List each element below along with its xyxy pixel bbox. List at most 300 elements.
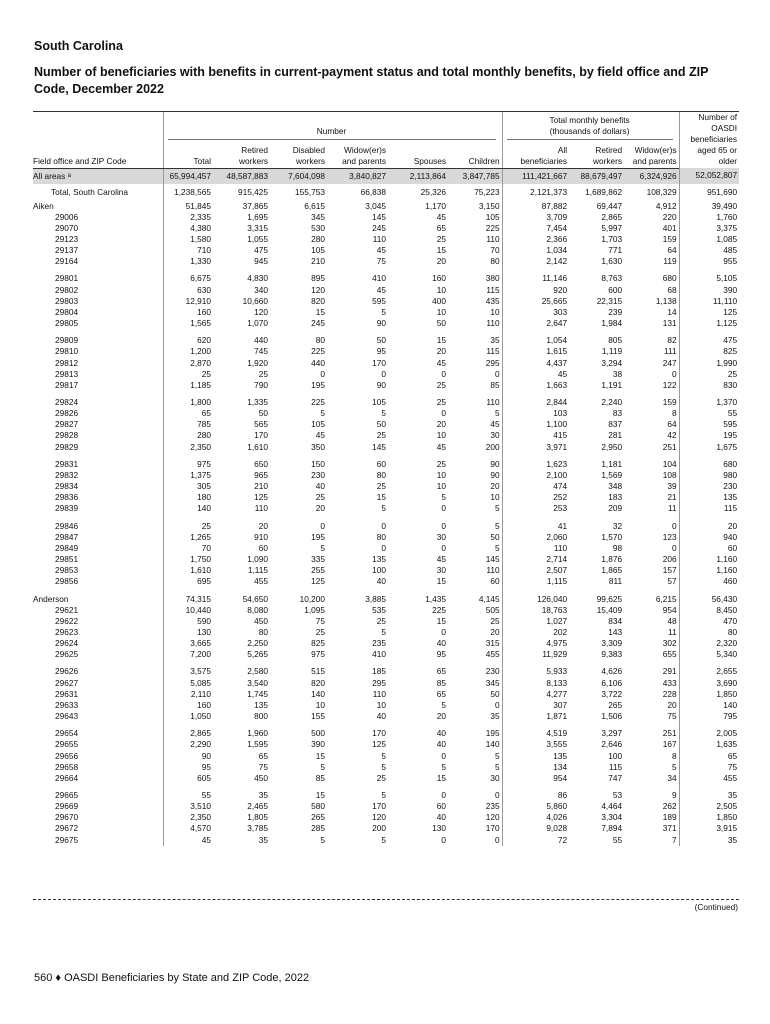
- cell: 975: [311, 649, 325, 660]
- zip-label: 29670: [55, 812, 79, 823]
- cell: 0: [441, 790, 446, 800]
- cell: 98: [612, 542, 623, 553]
- zip-row: [33, 638, 739, 649]
- cell: 104: [662, 458, 677, 469]
- cell: 7,894: [601, 823, 623, 834]
- cell: 131: [662, 318, 677, 329]
- cell: 460: [679, 576, 739, 587]
- cell: 805: [608, 335, 623, 346]
- cell: 209: [608, 503, 623, 514]
- cell: 1,095: [304, 604, 325, 615]
- cell: 435: [485, 295, 500, 306]
- cell: 2,844: [502, 397, 569, 408]
- cell: 695: [163, 576, 213, 587]
- cell: 2,110: [163, 689, 213, 700]
- cell: 2,646: [601, 739, 623, 750]
- cell: 5: [320, 408, 325, 419]
- cell: 3,315: [247, 222, 268, 233]
- cell: 170: [485, 823, 500, 834]
- cell: 3,847,785: [448, 168, 502, 184]
- cell: 135: [254, 699, 268, 710]
- cell: 159: [662, 233, 677, 244]
- cell: 50: [490, 531, 500, 542]
- cell: 348: [608, 481, 623, 492]
- cell: 605: [163, 773, 213, 784]
- cell: 20: [436, 711, 446, 722]
- cell: 6,215: [655, 593, 677, 604]
- cell: 440: [254, 335, 268, 346]
- cell: 3,555: [502, 739, 569, 750]
- cell: 155: [311, 711, 325, 722]
- cell: 25: [436, 379, 446, 390]
- cell: 25: [679, 369, 739, 380]
- cell: 291: [662, 666, 677, 677]
- cell: 75,223: [474, 186, 500, 197]
- cell: 85: [315, 772, 325, 783]
- cell: 10: [436, 306, 446, 317]
- zip-label: 29826: [55, 408, 79, 419]
- cell: 65: [258, 750, 268, 761]
- all-areas-label: All areas $^a$: [33, 168, 163, 184]
- cell: 790: [254, 379, 268, 390]
- cell: 111: [663, 346, 677, 357]
- cell: 55: [163, 790, 213, 801]
- zip-row: [33, 358, 739, 369]
- zip-row: [33, 459, 739, 470]
- cell: 455: [679, 773, 739, 784]
- cell: 75: [315, 615, 325, 626]
- cell: 530: [311, 222, 325, 233]
- cell: 225: [311, 397, 325, 407]
- cell: 1,876: [601, 554, 623, 565]
- zip-row: [33, 223, 739, 234]
- cell: 5: [381, 790, 386, 800]
- zip-row: [33, 470, 739, 481]
- cell: 1,330: [163, 256, 213, 267]
- cell: 5: [381, 306, 386, 317]
- cell: 1,034: [502, 245, 569, 256]
- cell: 45: [436, 357, 446, 368]
- cell: 21: [667, 492, 677, 503]
- zip-row: [33, 430, 739, 441]
- cell: 3,915: [679, 823, 739, 834]
- cell: 3,690: [679, 678, 739, 689]
- zip-row: [33, 245, 739, 256]
- cell: 115: [679, 503, 739, 514]
- cell: 1,800: [163, 397, 213, 408]
- zip-label: 29856: [55, 576, 79, 587]
- cell: 954: [662, 604, 677, 615]
- cell: 15: [436, 615, 446, 626]
- zip-row: [33, 369, 739, 380]
- cell: 0: [441, 368, 446, 379]
- cell: 2,865: [601, 211, 623, 222]
- cell: 85: [436, 677, 446, 688]
- cell: 5: [381, 408, 386, 419]
- cell: 3,297: [601, 728, 623, 739]
- cell: 60: [436, 801, 446, 812]
- zip-row: [33, 812, 739, 823]
- cell: 25: [315, 626, 325, 637]
- cell: 1,630: [601, 256, 623, 267]
- cell: 5: [320, 761, 325, 772]
- cell: 433: [662, 677, 677, 688]
- cell: 265: [608, 699, 623, 710]
- cell: 12,910: [163, 296, 213, 307]
- cell: 42: [667, 430, 677, 441]
- cell: 65: [436, 688, 446, 699]
- cell: 6,615: [304, 200, 325, 211]
- cell: 75: [376, 256, 386, 267]
- cell: 54,650: [242, 593, 268, 604]
- cell: 1,990: [679, 358, 739, 369]
- zip-row: [33, 285, 739, 296]
- zip-row: [33, 576, 739, 587]
- cell: 75: [667, 711, 677, 722]
- cell: 110: [486, 318, 500, 329]
- cell: 145: [485, 554, 500, 565]
- cell: 119: [663, 256, 677, 267]
- cell: 123: [662, 531, 677, 542]
- cell: 945: [254, 256, 268, 267]
- cell: 40: [436, 728, 446, 739]
- cell: 1,569: [601, 469, 623, 480]
- cell: 140: [485, 739, 500, 750]
- cell: 280: [163, 430, 213, 441]
- zip-row: [33, 773, 739, 784]
- cell: 4,277: [502, 689, 569, 700]
- cell: 160: [432, 273, 446, 284]
- cell: 210: [311, 256, 325, 267]
- all-areas-row: [33, 168, 739, 184]
- cell: 253: [502, 503, 569, 514]
- cell: 8,450: [679, 605, 739, 616]
- cell: 25: [436, 458, 446, 469]
- cell: 7,200: [163, 649, 213, 660]
- cell: 45: [436, 211, 446, 222]
- zip-label: 29802: [55, 284, 79, 295]
- cell: 65,994,457: [163, 168, 213, 184]
- state-total-label: Total, South Carolina: [51, 186, 129, 197]
- cell: 22,315: [596, 295, 623, 306]
- cell: 1,085: [679, 234, 739, 245]
- cell: 350: [311, 441, 325, 452]
- cell: 15: [436, 576, 446, 587]
- cell: 455: [485, 649, 500, 660]
- cell: 307: [502, 700, 569, 711]
- col-label-header: Field office and ZIP Code: [33, 141, 163, 168]
- cell: 1,689,862: [585, 186, 623, 197]
- cell: 90: [490, 469, 500, 480]
- cell: 25: [490, 615, 500, 626]
- cell: 410: [372, 649, 386, 660]
- cell: 3,575: [163, 666, 213, 677]
- zip-label: 29643: [55, 711, 79, 722]
- col-disabled-header: Disabled workers: [270, 141, 327, 168]
- cell: 5,340: [679, 649, 739, 660]
- cell: 1,181: [601, 458, 623, 469]
- cell: 10: [436, 481, 446, 492]
- cell: 2,505: [679, 801, 739, 812]
- cell: 69,447: [596, 200, 623, 211]
- cell: 3,304: [601, 812, 623, 823]
- field-office-row: [33, 594, 739, 605]
- cell: 1,675: [679, 442, 739, 453]
- header-row-1: [33, 112, 739, 142]
- cell: 30: [436, 565, 446, 576]
- continued-note: (Continued): [694, 902, 738, 912]
- cell: 302: [662, 638, 677, 649]
- cell: 87,882: [502, 201, 569, 212]
- cell: 25: [436, 233, 446, 244]
- cell: 680: [679, 459, 739, 470]
- zip-label: 29655: [55, 739, 79, 750]
- cell: 7,454: [502, 223, 569, 234]
- cell: 45: [436, 441, 446, 452]
- zip-label: 29834: [55, 481, 79, 492]
- cell: 5: [494, 542, 500, 553]
- zip-row: [33, 521, 739, 532]
- cell: 5: [441, 492, 446, 503]
- zip-row: [33, 318, 739, 329]
- cell: 75: [258, 761, 268, 772]
- cell: 1,125: [679, 318, 739, 329]
- field-office-label: Anderson: [33, 593, 69, 604]
- cell: 45: [376, 284, 386, 295]
- cell: 1,570: [601, 531, 623, 542]
- cell: 11,929: [502, 649, 569, 660]
- cell: 90: [376, 318, 386, 329]
- cell: 189: [662, 812, 677, 823]
- cell: 195: [311, 531, 325, 542]
- cell: 30: [436, 531, 446, 542]
- cell: 170: [372, 801, 386, 812]
- cell: 251: [662, 728, 677, 739]
- cell: 1,984: [601, 318, 623, 329]
- col-spouses-header: Spouses: [388, 141, 448, 168]
- cell: 200: [485, 441, 500, 452]
- cell: 1,760: [679, 212, 739, 223]
- cell: 5: [441, 761, 446, 772]
- cell: 7: [671, 834, 677, 845]
- zip-row: [33, 700, 739, 711]
- cell: 80: [376, 469, 386, 480]
- cell: 64: [667, 245, 677, 256]
- cell: 40: [436, 739, 446, 750]
- cell: 650: [254, 458, 268, 469]
- cell: 5: [494, 503, 500, 514]
- cell: 5,933: [502, 666, 569, 677]
- cell: 1,027: [502, 616, 569, 627]
- zip-label: 29813: [55, 368, 79, 379]
- cell: 1,960: [247, 728, 268, 739]
- zip-row: [33, 408, 739, 419]
- cell: 35: [490, 335, 500, 346]
- cell: 1,191: [601, 379, 623, 390]
- cell: 180: [163, 492, 213, 503]
- cell: 4,145: [478, 593, 500, 604]
- cell: 225: [311, 346, 325, 357]
- cell: 68: [667, 284, 677, 295]
- cell: 40: [315, 481, 325, 492]
- cell: 160: [163, 307, 213, 318]
- cell: 1,610: [163, 565, 213, 576]
- cell: 245: [311, 318, 325, 329]
- cell: 1,050: [163, 711, 213, 722]
- cell: 2,366: [502, 234, 569, 245]
- cell: 130: [163, 627, 213, 638]
- cell: 1,119: [601, 346, 623, 357]
- cell: 200: [372, 823, 386, 834]
- cell: 195: [485, 728, 500, 739]
- cell: 1,565: [163, 318, 213, 329]
- cell: 110: [372, 233, 386, 244]
- cell: 70: [163, 543, 213, 554]
- cell: 25: [376, 772, 386, 783]
- cell: 25: [376, 615, 386, 626]
- cell: 135: [502, 751, 569, 762]
- cell: 1,265: [163, 532, 213, 543]
- cell: 955: [679, 256, 739, 267]
- zip-label: 29624: [55, 638, 79, 649]
- cell: 120: [254, 306, 268, 317]
- cell: 25: [376, 430, 386, 441]
- cell: 20: [436, 419, 446, 430]
- col-retired-header: Retired workers: [213, 141, 270, 168]
- cell: 771: [608, 245, 623, 256]
- cell: 110: [486, 565, 500, 576]
- cell: 265: [311, 812, 325, 823]
- cell: 2,121,373: [502, 184, 569, 201]
- cell: 1,115: [247, 565, 268, 576]
- zip-label: 29621: [55, 604, 79, 615]
- cell: 535: [372, 604, 386, 615]
- cell: 0: [441, 503, 446, 514]
- cell: 57: [667, 576, 677, 587]
- cell: 170: [254, 430, 268, 441]
- cell: 10: [376, 699, 386, 710]
- cell: 1,506: [601, 711, 623, 722]
- zip-row: [33, 503, 739, 514]
- cell: 25: [315, 492, 325, 503]
- cell: 5: [494, 520, 500, 531]
- cell: 450: [254, 615, 268, 626]
- cell: 1,375: [163, 470, 213, 481]
- cell: 590: [163, 616, 213, 627]
- cell: 1,055: [247, 233, 268, 244]
- cell: 195: [679, 430, 739, 441]
- cell: 72: [502, 835, 569, 846]
- cell: 95: [163, 762, 213, 773]
- cell: 1,745: [247, 688, 268, 699]
- cell: 20: [315, 503, 325, 514]
- zip-row: [33, 492, 739, 503]
- cell: 0: [494, 699, 500, 710]
- zip-row: [33, 689, 739, 700]
- zip-row: [33, 605, 739, 616]
- cell: 505: [485, 604, 500, 615]
- cell: 65: [163, 408, 213, 419]
- zip-label: 29832: [55, 469, 79, 480]
- zip-label: 29658: [55, 761, 79, 772]
- cell: 11: [667, 503, 677, 514]
- cell: 3,540: [247, 677, 268, 688]
- state-heading: South Carolina: [34, 39, 123, 53]
- cell: 6,675: [163, 273, 213, 284]
- cell: 45: [436, 554, 446, 565]
- cell: 38: [612, 368, 623, 379]
- cell: 80: [490, 256, 500, 267]
- zip-row: [33, 335, 739, 346]
- cell: 5: [381, 626, 386, 637]
- cell: 1,070: [247, 318, 268, 329]
- cell: 2,647: [502, 318, 569, 329]
- cell: 125: [311, 576, 325, 587]
- cell: 108,329: [646, 186, 677, 197]
- cell: 11: [667, 626, 677, 637]
- cell: 65: [436, 222, 446, 233]
- cell: 10: [315, 699, 325, 710]
- cell: 155,753: [295, 186, 325, 197]
- cell: 115: [486, 284, 500, 295]
- cell: 2,870: [163, 358, 213, 369]
- cell: 2,060: [502, 532, 569, 543]
- cell: 5: [320, 834, 325, 845]
- cell: 10,660: [242, 295, 268, 306]
- cell: 401: [662, 222, 677, 233]
- cell: 25: [258, 368, 268, 379]
- cell: 15: [436, 772, 446, 783]
- cell: 837: [608, 419, 623, 430]
- cell: 5,265: [247, 649, 268, 660]
- zip-row: [33, 739, 739, 750]
- zip-row: [33, 256, 739, 267]
- state-total-row: [33, 184, 739, 201]
- cell: 40: [436, 638, 446, 649]
- cell: 125: [679, 307, 739, 318]
- cell: 0: [494, 790, 500, 800]
- cell: 11,146: [502, 273, 569, 284]
- cell: 4,026: [502, 812, 569, 823]
- cell: 3,045: [365, 200, 386, 211]
- zip-row: [33, 419, 739, 430]
- cell: 3,294: [601, 357, 623, 368]
- cell: 25,326: [420, 186, 446, 197]
- cell: 600: [608, 284, 623, 295]
- cell: 20: [436, 346, 446, 357]
- cell: 20: [679, 521, 739, 532]
- zip-label: 29625: [55, 649, 79, 660]
- zip-row: [33, 790, 739, 801]
- cell: 10,440: [163, 605, 213, 616]
- cell: 120: [485, 812, 500, 823]
- cell: 45: [490, 419, 500, 430]
- cell: 5: [494, 408, 500, 419]
- zip-label: 29805: [55, 318, 79, 329]
- cell: 1,170: [425, 200, 446, 211]
- cell: 1,920: [247, 357, 268, 368]
- zip-label: 29654: [55, 728, 79, 739]
- cell: 30: [490, 772, 500, 783]
- cell: 5: [381, 750, 386, 761]
- cell: 2,507: [502, 565, 569, 576]
- cell: 159: [662, 397, 677, 407]
- cell: 252: [502, 492, 569, 503]
- zip-row: [33, 307, 739, 318]
- field-office-label: Aiken: [33, 200, 54, 211]
- cell: 1,865: [601, 565, 623, 576]
- cell: 110: [486, 233, 500, 244]
